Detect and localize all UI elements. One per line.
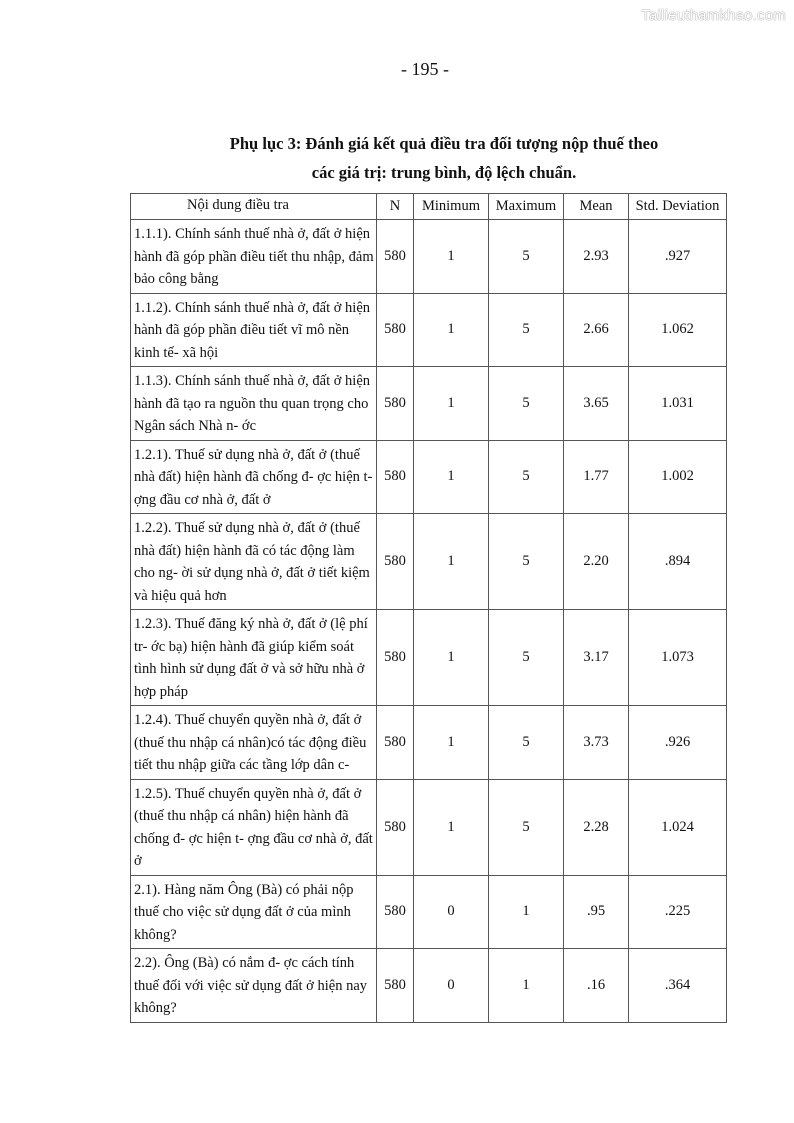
row-mean-cell: 3.17 [564, 610, 629, 706]
row-minimum-cell: 1 [414, 293, 489, 367]
row-std-deviation-cell: .894 [629, 514, 727, 610]
row-std-deviation-cell: .225 [629, 875, 727, 949]
row-minimum-cell: 1 [414, 610, 489, 706]
table-row [131, 440, 727, 514]
row-mean-cell: 2.93 [564, 220, 629, 294]
row-minimum-cell: 1 [414, 706, 489, 780]
row-content-cell: 1.1.2). Chính sánh thuế nhà ở, đất ở hiện hành đã góp phần điều tiết vĩ mô nền kinh tế- xã hội [131, 293, 377, 367]
header-content: Nội dung điều tra [131, 194, 377, 220]
row-minimum-cell: 0 [414, 949, 489, 1023]
row-n-cell: 580 [377, 875, 414, 949]
watermark-text: Tailieuthamkhao.com [641, 7, 786, 24]
row-maximum-cell: 5 [489, 779, 564, 875]
row-content-cell: 1.2.4). Thuế chuyển quyền nhà ở, đất ở (thuế thu nhập cá nhân)có tác động điều tiết thu nhập giữa các tầng lớp dân c- [131, 706, 377, 780]
row-mean-cell: 2.28 [564, 779, 629, 875]
row-std-deviation-cell: 1.062 [629, 293, 727, 367]
table-row [131, 367, 727, 441]
row-minimum-cell: 1 [414, 440, 489, 514]
table-row [131, 779, 727, 875]
row-n-cell: 580 [377, 440, 414, 514]
table-row [131, 875, 727, 949]
row-maximum-cell: 5 [489, 514, 564, 610]
header-maximum: Maximum [489, 194, 564, 220]
row-maximum-cell: 5 [489, 610, 564, 706]
row-n-cell: 580 [377, 293, 414, 367]
row-content-cell: 1.2.2). Thuế sử dụng nhà ở, đất ở (thuế nhà đất) hiện hành đã có tác động làm cho ng- ời sử dụng nhà ở, đất ở tiết kiệm và hiệu quả hơn [131, 514, 377, 610]
header-minimum: Minimum [414, 194, 489, 220]
table-row [131, 610, 727, 706]
row-n-cell: 580 [377, 367, 414, 441]
row-content-cell: 2.1). Hàng năm Ông (Bà) có phải nộp thuế cho việc sử dụng đất ở của mình không? [131, 875, 377, 949]
row-minimum-cell: 1 [414, 220, 489, 294]
row-mean-cell: 3.65 [564, 367, 629, 441]
row-mean-cell: 2.66 [564, 293, 629, 367]
row-content-cell: 1.1.1). Chính sánh thuế nhà ở, đất ở hiện hành đã góp phần điều tiết thu nhập, đảm bảo công bằng [131, 220, 377, 294]
row-maximum-cell: 5 [489, 367, 564, 441]
row-mean-cell: .95 [564, 875, 629, 949]
survey-results-table [130, 193, 727, 1023]
row-minimum-cell: 1 [414, 514, 489, 610]
row-std-deviation-cell: .364 [629, 949, 727, 1023]
row-std-deviation-cell: 1.073 [629, 610, 727, 706]
row-mean-cell: 3.73 [564, 706, 629, 780]
table-row [131, 949, 727, 1023]
row-content-cell: 1.2.1). Thuế sử dụng nhà ở, đất ở (thuế nhà đất) hiện hành đã chống đ- ợc hiện t- ợng đầu cơ nhà ở, đất ở [131, 440, 377, 514]
row-std-deviation-cell: 1.031 [629, 367, 727, 441]
row-std-deviation-cell: 1.002 [629, 440, 727, 514]
row-std-deviation-cell: 1.024 [629, 779, 727, 875]
row-n-cell: 580 [377, 779, 414, 875]
row-std-deviation-cell: .926 [629, 706, 727, 780]
table-body [131, 220, 727, 1023]
table-row [131, 706, 727, 780]
row-n-cell: 580 [377, 514, 414, 610]
row-minimum-cell: 0 [414, 875, 489, 949]
row-content-cell: 1.1.3). Chính sánh thuế nhà ở, đất ở hiện hành đã tạo ra nguồn thu quan trọng cho Ngân sách Nhà n- ớc [131, 367, 377, 441]
row-std-deviation-cell: .927 [629, 220, 727, 294]
row-maximum-cell: 5 [489, 293, 564, 367]
row-mean-cell: 1.77 [564, 440, 629, 514]
row-content-cell: 1.2.3). Thuế đăng ký nhà ở, đất ở (lệ phí tr- ớc bạ) hiện hành đã giúp kiểm soát tình hình sử dụng đất ở và sở hữu nhà ở hợp pháp [131, 610, 377, 706]
appendix-title-line-2: các giá trị: trung bình, độ lệch chuẩn. [311, 163, 577, 182]
row-minimum-cell: 1 [414, 367, 489, 441]
row-n-cell: 580 [377, 706, 414, 780]
appendix-title-line-1: Phụ lục 3: Đánh giá kết quả điều tra đối tượng nộp thuế theo [229, 134, 659, 153]
row-n-cell: 580 [377, 949, 414, 1023]
row-content-cell: 2.2). Ông (Bà) có nắm đ- ợc cách tính thuế đối với việc sử dụng đất ở hiện nay không? [131, 949, 377, 1023]
row-minimum-cell: 1 [414, 779, 489, 875]
row-mean-cell: .16 [564, 949, 629, 1023]
header-std-deviation: Std. Deviation [629, 194, 727, 220]
table-header-row [131, 194, 727, 220]
row-maximum-cell: 1 [489, 875, 564, 949]
page-number: - 195 - [401, 59, 449, 79]
row-maximum-cell: 5 [489, 440, 564, 514]
table-row [131, 514, 727, 610]
row-n-cell: 580 [377, 610, 414, 706]
row-mean-cell: 2.20 [564, 514, 629, 610]
header-n: N [377, 194, 414, 220]
row-maximum-cell: 5 [489, 220, 564, 294]
row-maximum-cell: 5 [489, 706, 564, 780]
row-n-cell: 580 [377, 220, 414, 294]
table-row [131, 293, 727, 367]
table-row [131, 220, 727, 294]
row-content-cell: 1.2.5). Thuế chuyển quyền nhà ở, đất ở (thuế thu nhập cá nhân) hiện hành đã chống đ- ợc hiện t- ợng đầu cơ nhà ở, đất ở [131, 779, 377, 875]
row-maximum-cell: 1 [489, 949, 564, 1023]
header-mean: Mean [564, 194, 629, 220]
